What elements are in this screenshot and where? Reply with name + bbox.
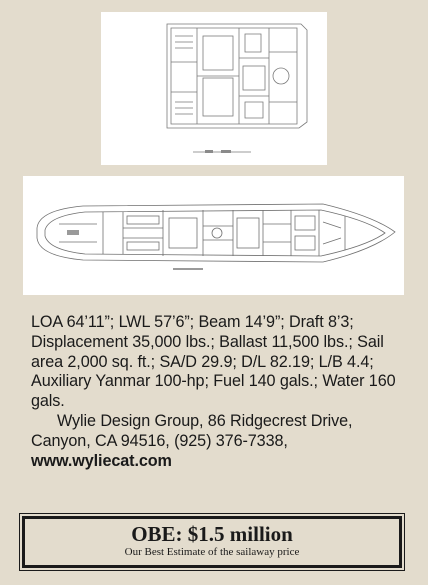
price-estimate-note: Our Best Estimate of the sailaway price bbox=[124, 546, 300, 558]
deck-plan-svg bbox=[101, 12, 327, 165]
price-estimate-box bbox=[22, 516, 402, 568]
designer-contact: Wylie Design Group, 86 Ridgecrest Drive, Canyon, CA 94516, (925) 376-7338, bbox=[31, 411, 353, 450]
price-estimate: OBE: $1.5 million bbox=[131, 522, 293, 546]
specifications-text bbox=[31, 313, 411, 471]
specifications-paragraph: LOA 64’11”; LWL 57’6”; Beam 14’9”; Draft 8’3; Displacement 35,000 lbs.; Ballast 11,500 lbs.; Sail area 2,000 sq. ft.; SA/D 29.9; D/L 82.19; L/B 4.4; Auxiliary Yanmar 100-hp; Fuel 140 gals.; Water 160 gals. bbox=[31, 313, 396, 411]
accommodation-plan-drawing bbox=[23, 176, 404, 295]
website-link[interactable]: www.wyliecat.com bbox=[31, 451, 172, 470]
accommodation-plan-svg bbox=[23, 176, 404, 295]
deck-plan-drawing bbox=[101, 12, 327, 165]
